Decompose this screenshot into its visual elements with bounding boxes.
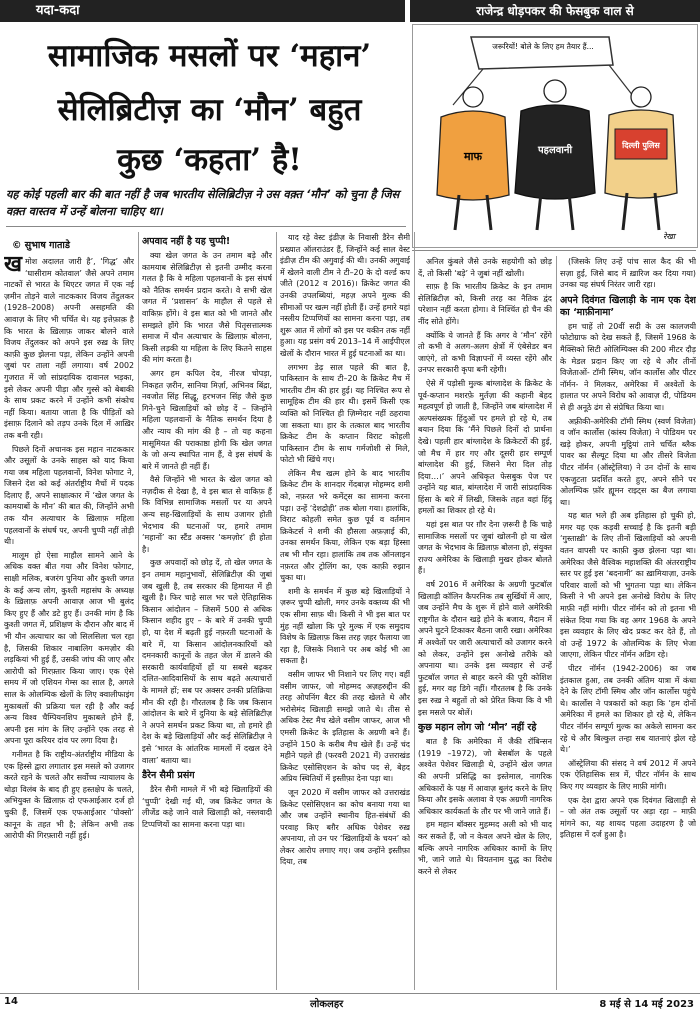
cartoon-figure-right (605, 87, 677, 230)
cartoon-figure-left (437, 87, 509, 230)
article-column-1 (4, 256, 134, 991)
publication-name: लोकलहर (310, 999, 344, 1010)
paragraph: मोश अदालत जारी है’, ‘गिद्ध’ और ‘घासीराम कोतवाल’ जैसे अपने तमाम नाटकों से भारत के थिएटर जगत में एक नई ज़मीन तोड़ने वाले नाटककार विजय तेंदुलकर (1928–2008) अपनी असहमति की आवाज़ के लिए भी चर्चित थे। यह इत्तेफ़ाक़ है कि भारत के ख़िलाफ़ जाकर बोलने वाले विजय तेंदुलकर को अपने इस रुख़ के लिए काफ़ी कुछ झेलना पड़ा, लेकिन उन्होंने अपनी जुबां पर ताला नहीं लगाया। वर्ष 2002 गुजरात में जो सांप्रदायिक दावानल भड़का, इसे लेकर अपनी पीड़ा और गुस्से को बेबाकी के साथ प्रकट करने में उन्होंने कभी संकोच नहीं किया। बताया जाता है कि पीड़ितों को इंसाफ़ दिलाने को तड़प उनके दिल में आख़िर तक बनी रही। (4, 257, 134, 440)
paragraph: याद रहे वेस्ट इंडीज़ के निवासी डैरेन सैमी प्रख्यात ऑलराउंडर हैं, जिन्होंने कई साल वेस्ट इंडीज़ टीम की अगुवाई की थी। उनकी अगुवाई में खेलने वाली टीम ने टी–20 के दो वर्ल्ड कप जीते (2012 व 2016)। क्रिकेट जगत की उनकी उपलब्धियां, महज़ अपने मुल्क की सीमाओं पर खत्म नहीं होती हैं। उन्हें हमारे यहां नस्लीय टिप्पणियों का सामना करना पड़ा, तब शुरू आत में लोगों को इस पर यकीन तक नहीं हुआ। यह प्रसंग वर्ष 2013–14 में आईपीएल खेलों के दौरान भारत में हुई घटनाओं का था। (280, 233, 410, 358)
paragraph: क्या खेल जगत के उन तमाम बड़े और कामयाब सेलिब्रिटीज़ से इतनी उम्मीद करना गलत है कि वे महिला पहलवानों के इस संघर्ष को नैतिक समर्थन प्रदान करते। वे सभी खेल जगत में ‘प्रशासन’ के माहौल से पहले से वाकिफ़ होंगे। वे इस बात को भी जानते और समझते होंगे कि भारत जैसे पितृसत्तात्मक समाज में यौन अत्याचार के ख़िलाफ़ बोलना, किसी लड़की या महिला के लिए कितने साहस की मांग करता है। (142, 251, 272, 365)
cartoon-figure-left-label: माफ (464, 150, 482, 163)
headline-line-2: सेलिब्रिटीज़ का ‘मौन’ बहुत (57, 92, 362, 128)
cartoon-illustration (413, 25, 697, 247)
column-rule (276, 232, 277, 990)
cartoon-figure-middle-label: पहलवानी (537, 145, 573, 156)
paragraph: लगभग डेढ़ साल पहले की बात है, पाकिस्तान के साथ टी–20 के क्रिकेट मैच में भारतीय टीम की हार हुई। यह निश्चित रूप से सामूहिक टीम की हार थी। इसमें किसी एक व्यक्ति को निश्चित ही ज़िम्मेदार नहीं ठहराया जा सकता था। हार के तत्काल बाद भारतीय क्रिकेट टीम के कप्तान विराट कोहली पाकिस्तान टीम के साथ गर्मजोशी से मिले, फोटो भी खिंचे गए। (280, 362, 410, 465)
subheading: अपवाद नहीं है यह चुप्पी! (142, 236, 231, 247)
divider (412, 250, 696, 251)
paragraph: वैसे जिन्होंने भी भारत के खेल जगत को नज़दीक से देखा है, वे इस बात से वाकिफ़ हैं कि विभिन्न सामाजिक मसलों पर या अपने अन्य सह-खिलाड़ियों के साथ उजागर होती भेदभाव की घटनाओं पर, हमारे तमाम ‘महानों’ का स्टैंड अक्सर ‘कमज़ोर’ ही होता है। (142, 475, 272, 554)
divider (6, 226, 406, 227)
cartoon-figure-middle (515, 80, 595, 230)
page-number: 14 (4, 996, 18, 1007)
paragraph: क्योंकि ये जानते हैं कि अगर वे ‘मौन’ रहेंगे तो कभी वे अलग-अलग क्षेत्रों में एंबेसेडर बन जाएंगे, तो कभी विज्ञापनों में व्यस्त रहेंगे और उनपर सरकारी कृपा बनी रहेगी। (418, 330, 552, 375)
article-deck: यह कोई पहली बार की बात नहीं है जब भारतीय सेलिब्रिटीज़ ने उस वक़्त ‘मौन’ को चुना है जिस वक़्त वास्तव में उन्हें बोलना चाहिए था। (6, 188, 400, 218)
paragraph: साफ़ है कि भारतीय क्रिकेट के इन तमाम सेलिब्रिटीज़ को, किसी तरह का नैतिक द्वंद परेशान नहीं करता होगा। वे निश्चिंत हो चैन की नींद सोते होंगे। (418, 282, 552, 326)
column-rule (138, 232, 139, 990)
facebook-wall-label: राजेन्द्र धोड़पकर की फेसबुक वाल से (410, 0, 700, 22)
cartoon-figure-right-label: दिल्ली पुलिस (622, 141, 660, 150)
cartoon-banner-text: जरूरियों! बोले के लिए हम तैयार हैं... (492, 42, 594, 51)
paragraph: एक देश द्वारा अपने एक दिवंगत खिलाड़ी से – जो अंत तक उसूलों पर अड़ा रहा – माफ़ी मांगने का, यह शायद पहला उदाहरण है जो इतिहास में दर्ज हुआ है। (560, 795, 696, 840)
paragraph: गनीमत है कि राष्ट्रीय-अंतर्राष्ट्रीय मीडिया के एक हिस्से द्वारा लगातार इस मसले को उजागर करते रहने के चलते और सर्वोच्च न्यायालय के थोड़ा विलंब के बाद ही हुए हस्तक्षेप के चलते, अभियुक्त के ख़िलाफ़ दो एफआईआर दर्ज हो चुकी हैं, जिसमें एक एफआईआर ‘पोक्सो’ कानून के तहत भी है; लेकिन अभी तक आरोपी की गिरफ़्तारी नहीं हुई। (4, 749, 134, 841)
drop-cap: ख (4, 256, 22, 277)
article-column-4 (418, 256, 552, 991)
subheading: डैरेन सैमी प्रसंग (142, 770, 195, 782)
paragraph: यहां इस बात पर ग़ौर देना ज़रूरी है कि चाहे सामाजिक मसलों पर जुबां खोलनी हो या खेल जगत के भेदभाव के ख़िलाफ़ बोलना हो, संयुक्त राज्य अमेरिका के खिलाड़ी मुखर होकर बोलते हैं। (418, 520, 552, 576)
issue-date: 8 मई से 14 मई 2023 (599, 999, 694, 1010)
paragraph: वसीम जाफर भी निशाने पर लिए गए। वहीं वसीम जाफर, जो मोहम्मद अज़हरुद्दीन की तरह ओपनिंग बैटर की तरह खेलते थे और भरोसेमंद खिलाड़ी समझे जाते थे। तीस से अधिक टेस्ट मैच खेले वसीम जाफर, आज भी एमसी क्रिकेट के इतिहास के अग्रणी बने हैं। उन्होंने 150 के करीब मैच खेले हैं। उन्हें चंद महीने पहले ही (फरवरी 2021 में) उत्तराखंड क्रिकेट एसोसिएशन के कोच पद से, बेहद अप्रिय स्थितियों में इस्तीफ़ा देना पड़ा था। (280, 669, 410, 784)
byline: © सुभाष गाताडे (12, 240, 70, 251)
headline-line-1: सामाजिक मसलों पर ‘महान’ (47, 38, 372, 74)
section-label: यदा-कदा (0, 0, 405, 22)
paragraph: अगर हम कपिल देव, नीरज चोपड़ा, निकहत ज़रीन, सानिया मिर्ज़ा, अभिनव बिंद्रा, नवजोत सिंह सिद्धू, हरभजन सिंह जैसे कुछ गिने-चुने खिलाड़ियों को छोड़ दें – जिन्होंने महिला पहलवानों के नैतिक समर्थन दिया है और न्याय की मांग की है – तो यह कहना मासूमियत की पराकाष्ठा होगी कि खेल जगत के जो अन्य स्थापित नाम हैं, वे इस संघर्ष के बारे में जानते ही नहीं हैं। (142, 368, 272, 471)
subheading: कुछ महान लोग जो ‘मौन’ नहीं रहे (418, 722, 537, 734)
footer-divider (0, 993, 700, 994)
paragraph: ऑस्ट्रेलिया की संसद ने वर्ष 2012 में अपने एक ऐतिहासिक सत्र में, पीटर नॉर्मन के साथ किए गए व्यवहार के लिए माफ़ी मांगी। (560, 758, 696, 791)
paragraph: अनिल कुंबले जैसे उनके सहयोगी को छोड़ दें, तो किसी ‘बड़े’ ने जुबां नहीं खोली। (418, 257, 552, 278)
paragraph: पीटर नॉर्मन (1942-2006) का जब इंतकाल हुआ, तब उनकी अंतिम यात्रा में कंधा देने के लिए टॉमी स्मिथ और जॉन कार्लोस पहुंचे थे। कार्लोस ने पत्रकारों को कहा कि ‘हम दोनों अमेरिका में हमले का शिकार हो रहे थे, लेकिन पीटर नॉर्मन सम्पूर्ण मुल्क का अकेले सामना कर रहे थे और बिल्कुल तन्हा सब यातनाएं झेल रहे थे।’ (560, 664, 696, 755)
article-column-3 (280, 232, 410, 991)
paragraph: कुछ अपवादों को छोड़ दें, तो खेल जगत के इन तमाम महानुभावों, सेलिब्रिटीज़ की जुबां जब खुली है, तब सरकार की हिमायत में ही खुली है। फिर चाहे साल भर चले ऐतिहासिक किसान आंदोलन – जिसमें 500 से अधिक किसान शहीद हुए – के बारे में उनकी चुप्पी हो, या देश में बढ़ती हुई नफ़रती घटनाओं के बारे में, या किसान आंदोलनकारियों को दमनकारी कानूनों के तहत जेल में डालने की सरकारी कार्यवाहियों हों या सबसे बढ़कर दलित-आदिवासियों के साथ बढ़ते अत्याचारों के मामले हों; सब पर अक्सर उनकी प्रतिक्रिया मौन की रही है। गौरतलब है कि जब किसान आंदोलन के बारे में दुनिया के बड़े सेलिब्रिटीज़ ने अपने समर्थन प्रकट किया था, तो हमारे ही देश के बड़े खिलाड़ियों और कई सेलिब्रिटीज़ ने इसे ‘भारत के आंतरिक मामलों में दखल देने वाला’ बताया था। (142, 558, 272, 765)
paragraph: लेकिन मैच खत्म होने के बाद भारतीय क्रिकेट टीम के शानदार गेंदबाज़ मोहम्मद शमी को, नफ़रत भरे कमेंट्स का सामना करना पड़ा। उन्हें ‘देशद्रोही’ तक बोला गया। हालांकि, विराट कोहली समेत कुछ पूर्व व वर्तमान क्रिकेटर्स ने शमी की हौसला अफ़ज़ाई की, उनका समर्थन किया, लेकिन एक बड़ा हिस्सा तब भी मौन रहा। हालांकि तब तक ऑनलाइन नफ़रत और ट्रोलिंग का, एक काफ़ी रुझान चुका था। (280, 468, 410, 583)
paragraph: हम चाहें तो 20वीं सदी के उस कालजयी फोटोग्राफ को देख सकते हैं, जिसमें 1968 के मैक्सिको सिटी ओलिम्पिक्स की 200 मीटर दौड़ के मेडल प्रदान किए जा रहे थे और तीनों विजेताओं- टॉमी स्मिथ, जॉन कार्लोस और पीटर नॉर्मन- ने मिलकर, अमेरिका में अश्वेतों के हालात पर अपने विरोध को आवाज़ दी, पोडियम से ही अनूठे ढंग से संप्रेषित किया था। (560, 321, 696, 412)
paragraph: (जिसके लिए उन्हें पांच साल कैद की भी सज़ा हुई, जिसे बाद में ख़ारिज कर दिया गया) उनका यह संघर्ष निरंतर जारी रहा। (560, 257, 696, 290)
article-column-2 (142, 232, 272, 991)
paragraph: बात है कि अमेरिका में जैकी रॉबिन्सन (1919 –1972), जो बेसबॉल के पहले अश्वेत पेशेवर खिलाड़ी थे, उन्होंने खेल जगत की अपनी प्रसिद्धि का इस्तेमाल, नागरिक अधिकारों के पक्ष में आवाज़ बुलंद करने के लिए किया और इसके अलावा वे एक अग्रणी नागरिक अधिकार कार्यकर्ता के तौर पर भी जाने जाते हैं। (418, 737, 552, 816)
paragraph: शमी के समर्थन में कुछ बड़े खिलाड़ियों ने ज़रूर चुप्पी खोली, मगर उनके वक्तव्य की भी एक सीमा साफ़ थी। किसी ने भी इस बात पर मुंह नहीं खोला कि पूरे मुल्क में एक समुदाय विशेष के ख़िलाफ़ किस तरह ज़हर फैलाया जा रहा है, जिसके निशाने पर अब कोई भी आ सकता है। (280, 586, 410, 666)
subheading: अपने दिवंगत खिलाड़ी के नाम एक देश का ‘माफ़ीनामा’ (560, 294, 696, 318)
headline-line-3: कुछ ‘कहता’ है! (117, 142, 302, 178)
paragraph: पिछले दिनों अचानक इस महान नाटककार और उसूलों के उनके साहस को याद किया गया जब महिला पहलवानों, विनेश फोगाट ने, जिसने देश को कई अंतर्राष्ट्रीय मैचों में पदक दिलाए हैं, अपने साक्षात्कार में ‘खेल जगत के कामयाबों के मौन’ की बात की, जिन्होंने अभी तक यौन अत्याचार के ख़िलाफ़ महिला पहलवानों के संघर्ष पर, अपनी चुप्पी नहीं तोड़ी थी। (4, 444, 134, 547)
article-column-5 (560, 256, 696, 991)
paragraph: वर्ष 2016 में अमेरिका के अग्रणी फुटबॉल खिलाड़ी कॉलिन कैपरनिक तब सुर्खियों में आए, जब उन्होंने मैच के शुरू में होने वाले अमेरिकी राष्ट्रगीत के दौरान खड़े होने के बजाय, मैदान में अपने घुटने टिकाकर बैठना जारी रखा। अमेरिका में अश्वेतों पर जारी अत्याचारों को उजागर करने को लेकर, उन्होंने इस अनोखे तरीके को अपनाया था। उनके इस व्यवहार से उन्हें फुटबॉल जगत से बाहर करने की पूरी कोशिश हुई, मगर वह डिगे नहीं। गौरतलब है कि उनके इस रुख़ ने बहुतों तो को प्रेरित किया कि वे भी इस मसले पर बोलें। (418, 580, 552, 717)
cartoon-signature: रेखा (663, 232, 675, 241)
paragraph: यह बात भले ही अब इतिहास हो चुकी हो, मगर यह एक कड़वी सच्चाई है कि इतनी बड़ी ‘गुस्ताख़ी’ के लिए तीनों खिलाड़ियों को अपनी वतन वापसी पर काफ़ी कुछ झेलना पड़ा था। अमेरिका जैसे वैश्विक महाशक्ति की अंतरराष्ट्रीय स्तर पर हुई इस ‘बदनामी’ का ख़ामियाज़ा, उनके परिवार वालों को भी भुगतना पड़ा था। लेकिन किसी ने भी अपने इस अनोखे विरोध के लिए माफ़ी नहीं मांगी। पीटर नॉर्मन को तो इतना भी संकेत दिया गया कि वह अगर 1968 के अपने इस व्यवहार के लिए खेद प्रकट कर देते हैं, तो वो उन्हें 1972 के ओलम्पिक के लिए भेजा जाएगा, लेकिन पीटर नॉर्मन अडिग रहे। (560, 511, 696, 660)
paragraph: हम महान बॉक्सर मुहम्मद अली को भी याद कर सकते हैं, जो न केवल अपने खेल के लिए, बल्कि अपने नागरिक अधिकार कामों के लिए भी, जाने जाते थे। वियतनाम युद्ध का विरोध करने से लेकर (418, 820, 552, 876)
column-rule (414, 232, 415, 990)
cartoon (412, 24, 698, 248)
paragraph: अफ़्रीकी-अमेरिकी टॉमी स्मिथ (स्वर्ण विजेता) व जॉन कार्लोस (कांस्य विजेता) ने पोडियम पर खड़े होकर, अपनी मुट्ठियां ताने चर्चित ब्लैक पावर का सैल्यूट दिया था और तीसरे विजेता पीटर नॉर्मन (ऑस्ट्रेलिया) ने उन दोनों के साथ एकजुटता प्रदर्शित करते हुए, अपने सीने पर ओलम्पिक फ़ॉर ह्यूमन राइट्स का बैज लगाया था। (560, 416, 696, 507)
paragraph: ऐसे में पड़ोसी मुल्क बांग्लादेश के क्रिकेट के पूर्व-कप्तान मशरफ़े मुर्तज़ा की कहानी बेहद महत्वपूर्ण हो जाती है, जिन्होंने जब बांग्लादेश में अल्पसंख्यक हिंदुओं पर हमले हो रहे थे, तब बयान दिया कि ‘मैंने पिछले दिनों दो प्रार्थना देखे। पहली हार बांग्लादेश के क्रिकेटरों की हुई, जो मैच में हार गए और दूसरी हार सम्पूर्ण बांग्लादेश की हुई, जिसने मेरा दिल तोड़ दिया…।’ अपने अधिकृत फेसबुक पेज पर उन्होंने यह बात, बांग्लादेश में जारी सांप्रदायिक हिंसा के बारे में लिखी, जिसके तहत वहां हिंदू हमलों का शिकार हो रहे थे। (418, 378, 552, 516)
paragraph: जून 2020 में वसीम जाफर को उत्तराखंड क्रिकेट एसोसिएशन का कोच बनाया गया था और जब उन्होंने स्थानीय हित-संबंधों की परवाह किए बग़ैर अधिक पेशेवर रुख़ अपनाया, तो उन पर ‘खिलाड़ियों के चयन’ को लेकर आरोप लगाए गए। जब उन्होंने इस्तीफ़ा दिया, तब (280, 787, 410, 867)
paragraph: मालूम हो ऐसा माहौल सामने आने के अधिक वक्त बीत गया और विनेश फोगाट, साक्षी मलिक, बजरंग पुनिया और कुश्ती जगत के कई अन्य लोग, कुश्ती महासंघ के अध्यक्ष के ख़िलाफ़ अपनी आवाज़ आज भी बुलंद किए हुए हैं और डटे हुए हैं। उनकी मांग है कि कुश्ती जगत में, प्रशिक्षण के दौरान और बाद में भी यौन अत्याचार का जो सिलसिला चल रहा है, जिसकी शिकार नाबालिग कमज़ोर की लड़कियां भी हुई हैं, उसकी जांच की जाए और आरोपी को गिरफ़्तार किया जाए। एक ऐसे समय में जो एशियन गेम्स का साल है, अगले साल के ओलम्पिक खेलों के लिए क्वालीफाइंग मुकाबलों की प्रक्रिया चल रही है और कई अन्य विश्व चैम्पियनशिप मुकाबले होने हैं, अपनी इस मांग के लिए उन्होंने एक तरह से अपना पूरा करियर दांव पर लगा दिया है। (4, 550, 134, 746)
column-rule (556, 256, 557, 990)
paragraph: डैरेन सैमी मामले में भी बड़े खिलाड़ियों की ‘चुप्पी’ देखी गई थी, जब क्रिकेट जगत के लीजेंड कहे जाने वाले खिलाड़ी को, नस्लवादी टिप्पणियों का सामना करना पड़ा था। (142, 785, 272, 829)
